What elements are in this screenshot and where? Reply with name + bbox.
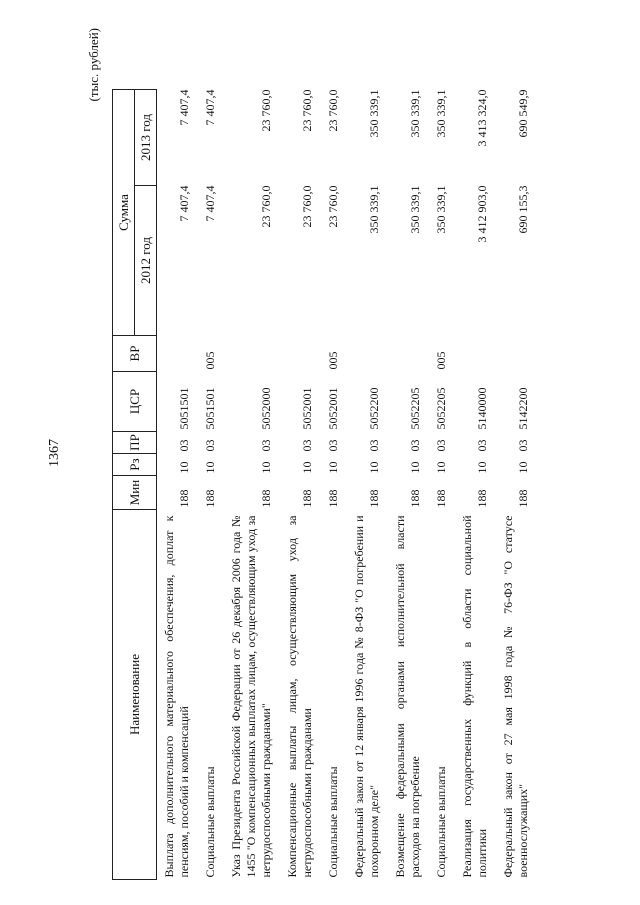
cell-pr: 03: [326, 439, 340, 452]
cell-rz: 10: [203, 461, 217, 474]
cell-y2012: 7 407,4: [177, 185, 191, 222]
table-row: [455, 90, 496, 880]
header-sum: Сумма: [113, 90, 135, 336]
cell-name: Реализация государственных функций в области социальной политики: [460, 515, 489, 878]
cell-y2013: 690 549,9: [516, 89, 530, 138]
cell-csr: 5052205: [408, 387, 422, 430]
cell-y2013: 23 760,0: [326, 89, 340, 132]
cell-csr: 5052000: [259, 387, 273, 430]
cell-min: 188: [367, 489, 381, 508]
table-row: [157, 90, 199, 880]
cell-csr: 5052205: [434, 387, 448, 430]
cell-y2013: 7 407,4: [177, 89, 191, 126]
cell-name: Социальные выплаты: [434, 766, 448, 878]
budget-table: [112, 89, 537, 880]
table-row: [224, 90, 280, 880]
cell-y2013: 350 339,1: [367, 89, 381, 138]
table-header: [113, 90, 157, 880]
cell-name: Выплата дополнительного материального обеспечения, доплат к пенсиям, пособий и компенсаций: [162, 515, 191, 878]
table-row: [347, 90, 388, 880]
cell-min: 188: [475, 489, 489, 508]
cell-vr: [496, 336, 537, 372]
cell-min: 188: [408, 489, 422, 508]
cell-y2013: 23 760,0: [259, 89, 273, 132]
cell-vr: 005: [434, 351, 448, 370]
cell-vr: 005: [203, 351, 217, 370]
cell-pr: 03: [516, 439, 530, 452]
cell-pr: 03: [177, 439, 191, 452]
cell-rz: 10: [326, 461, 340, 474]
table-row: [280, 90, 321, 880]
table-body: [157, 90, 538, 880]
rotated-page: [80, 20, 640, 880]
cell-name: Возмещение федеральными органами исполнительной власти расходов на погребение: [393, 515, 422, 878]
header-rz: Рз: [113, 454, 157, 476]
cell-min: 188: [177, 489, 191, 508]
header-2013: 2013 год: [135, 90, 157, 186]
cell-vr: [347, 336, 388, 372]
cell-y2012: 350 339,1: [408, 185, 422, 234]
cell-name: Указ Президента Российской Федерации от 26 декабря 2006 года № 1455 "О компенсационных выплатах лицам, осуществляющим уход за нетрудоспособными гражданами": [229, 515, 273, 878]
cell-vr: [157, 336, 199, 372]
cell-rz: 10: [434, 461, 448, 474]
cell-y2012: 3 412 903,0: [475, 185, 489, 243]
cell-y2012: 23 760,0: [326, 185, 340, 228]
cell-vr: 005: [326, 351, 340, 370]
cell-min: 188: [434, 489, 448, 508]
cell-min: 188: [259, 489, 273, 508]
cell-name: Компенсационные выплаты лицам, осуществляющим уход за нетрудоспособными гражданами: [285, 515, 314, 878]
table-row: [429, 90, 455, 880]
cell-min: 188: [326, 489, 340, 508]
header-pr: ПР: [113, 432, 157, 454]
cell-y2012: 690 155,3: [516, 185, 530, 234]
cell-pr: 03: [475, 439, 489, 452]
cell-rz: 10: [259, 461, 273, 474]
cell-y2012: 23 760,0: [259, 185, 273, 228]
table-row: [496, 90, 537, 880]
cell-rz: 10: [367, 461, 381, 474]
cell-y2012: 23 760,0: [300, 185, 314, 228]
cell-csr: 5140000: [475, 387, 489, 430]
cell-rz: 10: [300, 461, 314, 474]
cell-csr: 5051501: [177, 387, 191, 430]
cell-name: Социальные выплаты: [326, 766, 340, 878]
header-2012: 2012 год: [135, 186, 157, 336]
cell-name: Федеральный закон от 12 января 1996 года № 8-ФЗ "О погребении и похоронном деле": [352, 515, 381, 878]
header-vr: ВР: [113, 336, 157, 372]
header-csr: ЦСР: [113, 372, 157, 432]
cell-pr: 03: [259, 439, 273, 452]
cell-min: 188: [516, 489, 530, 508]
cell-vr: [280, 336, 321, 372]
cell-y2013: 7 407,4: [203, 89, 217, 126]
cell-y2012: 350 339,1: [367, 185, 381, 234]
cell-vr: [388, 336, 429, 372]
table-row: [321, 90, 347, 880]
cell-pr: 03: [434, 439, 448, 452]
unit-label: (тыс. рублей): [86, 28, 101, 102]
cell-rz: 10: [516, 461, 530, 474]
cell-pr: 03: [367, 439, 381, 452]
cell-min: 188: [300, 489, 314, 508]
cell-csr: 5052001: [326, 387, 340, 430]
cell-y2013: 23 760,0: [300, 89, 314, 132]
cell-csr: 5052200: [367, 387, 381, 430]
cell-y2013: 350 339,1: [408, 89, 422, 138]
cell-name: Социальные выплаты: [203, 766, 217, 878]
cell-vr: [224, 336, 280, 372]
cell-csr: 5142200: [516, 387, 530, 430]
cell-pr: 03: [408, 439, 422, 452]
header-name: Наименование: [113, 510, 157, 880]
cell-vr: [455, 336, 496, 372]
cell-csr: 5051501: [203, 387, 217, 430]
cell-min: 188: [203, 489, 217, 508]
cell-y2013: 350 339,1: [434, 89, 448, 138]
header-min: Мин: [113, 476, 157, 510]
cell-csr: 5052001: [300, 387, 314, 430]
table-row: [388, 90, 429, 880]
table-row: [198, 90, 224, 880]
cell-y2012: 350 339,1: [434, 185, 448, 234]
cell-pr: 03: [300, 439, 314, 452]
cell-pr: 03: [203, 439, 217, 452]
cell-y2013: 3 413 324,0: [475, 89, 489, 147]
cell-name: Федеральный закон от 27 мая 1998 года № 76-ФЗ "О статусе военнослужащих": [501, 515, 530, 878]
cell-y2012: 7 407,4: [203, 185, 217, 222]
cell-rz: 10: [177, 461, 191, 474]
page-number: 1367: [47, 439, 62, 467]
cell-rz: 10: [475, 461, 489, 474]
cell-rz: 10: [408, 461, 422, 474]
